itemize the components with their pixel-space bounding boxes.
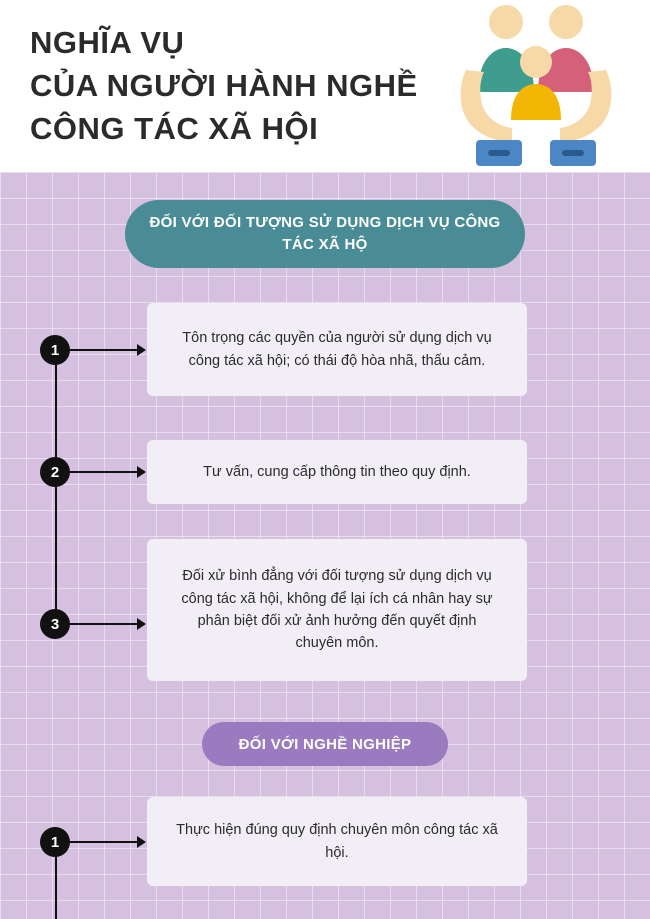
- bullet-number-1-2: [40, 457, 70, 487]
- card-1-2-text: Tư vấn, cung cấp thông tin theo quy định.: [203, 463, 471, 480]
- arrowhead-1-2: [137, 466, 146, 478]
- arrowhead-1-1: [137, 344, 146, 356]
- card-2-1: [147, 797, 527, 886]
- bullet-number-2-1: [40, 827, 70, 857]
- section-heading-2: [202, 722, 448, 766]
- bullet-label: 1: [50, 341, 60, 359]
- infographic-body: [0, 172, 650, 919]
- section-heading-1-label: ĐỐI VỚI ĐỐI TƯỢNG SỬ DỤNG DỊCH VỤ CÔNG TÁC XÃ HỘ: [149, 214, 501, 253]
- connector-horizontal-1-1: [70, 349, 138, 351]
- connector-horizontal-1-2: [70, 471, 138, 473]
- hands-holding-family-icon: [448, 0, 628, 172]
- section-heading-1: [125, 200, 525, 268]
- card-1-2: [147, 440, 527, 504]
- connector-vertical-1: [55, 350, 57, 624]
- section-heading-2-label: ĐỐI VỚI NGHỀ NGHIỆP: [238, 735, 412, 753]
- card-1-1-text: Tôn trọng các quyền của người sử dụng dịch vụ công tác xã hội; có thái độ hòa nhã, thấu cảm.: [182, 330, 492, 369]
- arrowhead-1-3: [137, 618, 146, 630]
- bullet-number-1-3: [40, 609, 70, 639]
- page-title: [30, 22, 500, 150]
- bullet-label: 1: [50, 833, 60, 851]
- title-line-1: NGHĨA VỤ: [30, 25, 185, 60]
- bullet-number-1-1: [40, 335, 70, 365]
- connector-horizontal-1-3: [70, 623, 138, 625]
- card-1-3-text: Đối xử bình đẳng với đối tượng sử dụng dịch vụ công tác xã hội, không để lại ích cá nhân hay sự phân biệt đối xử ảnh hưởng đến quyết định chuyên môn.: [181, 568, 493, 652]
- connector-horizontal-2-1: [70, 841, 138, 843]
- bullet-label: 2: [50, 463, 60, 481]
- arrowhead-2-1: [137, 836, 146, 848]
- title-line-2: CỦA NGƯỜI HÀNH NGHỀ: [30, 67, 418, 103]
- card-1-3: [147, 539, 527, 681]
- bullet-label: 3: [50, 615, 60, 633]
- header: [0, 0, 650, 172]
- card-2-1-text: Thực hiện đúng quy định chuyên môn công tác xã hội.: [176, 822, 498, 861]
- title-line-3: CÔNG TÁC XÃ HỘI: [30, 110, 319, 146]
- card-1-1: [147, 303, 527, 396]
